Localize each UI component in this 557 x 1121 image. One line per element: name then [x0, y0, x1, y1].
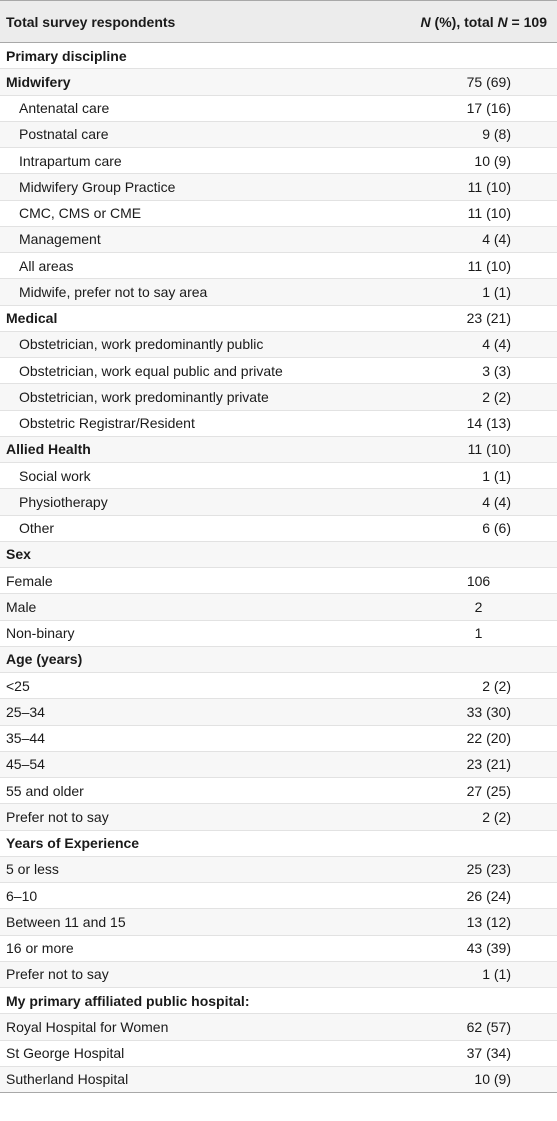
table-row: [0, 541, 557, 567]
row-value: 62 (57): [400, 1014, 557, 1040]
row-label: Midwife, prefer not to say area: [0, 279, 400, 305]
row-value: 14 (13): [400, 410, 557, 436]
header-count: [400, 1, 557, 43]
row-value: 4 (4): [400, 226, 557, 252]
table-row: [0, 620, 557, 646]
table-row: [0, 830, 557, 856]
header-mid: (%), total: [430, 13, 498, 30]
row-label: Sex: [0, 541, 400, 567]
table-row: [0, 778, 557, 804]
table-row: [0, 568, 557, 594]
row-label: Obstetrician, work predominantly public: [0, 331, 400, 357]
table-row: [0, 725, 557, 751]
row-value: 11 (10): [400, 200, 557, 226]
row-value: 2: [400, 594, 557, 620]
row-value: 1 (1): [400, 463, 557, 489]
table-row: [0, 1066, 557, 1092]
table-row: [0, 804, 557, 830]
table-row: [0, 909, 557, 935]
row-label: Female: [0, 568, 400, 594]
row-label: 6–10: [0, 883, 400, 909]
row-value: 11 (10): [400, 174, 557, 200]
row-label: Prefer not to say: [0, 804, 400, 830]
table-row: [0, 95, 557, 121]
row-label: Postnatal care: [0, 121, 400, 147]
row-label: Obstetrician, work predominantly private: [0, 384, 400, 410]
table-row: [0, 200, 557, 226]
row-value: 33 (30): [400, 699, 557, 725]
table-row: [0, 121, 557, 147]
table-row: [0, 751, 557, 777]
row-label: Other: [0, 515, 400, 541]
row-value: 22 (20): [400, 725, 557, 751]
table-row: [0, 174, 557, 200]
row-value: [400, 830, 557, 856]
row-value: 13 (12): [400, 909, 557, 935]
row-label: My primary affiliated public hospital:: [0, 988, 400, 1014]
row-label: Antenatal care: [0, 95, 400, 121]
table-row: [0, 305, 557, 331]
table-row: [0, 1040, 557, 1066]
row-label: Royal Hospital for Women: [0, 1014, 400, 1040]
table-row: [0, 883, 557, 909]
header-row: [0, 1, 557, 43]
row-value: 75 (69): [400, 69, 557, 95]
row-value: 1 (1): [400, 961, 557, 987]
row-value: 10 (9): [400, 148, 557, 174]
row-value: 43 (39): [400, 935, 557, 961]
row-label: Age (years): [0, 646, 400, 672]
table-row: [0, 515, 557, 541]
table-row: [0, 358, 557, 384]
table-row: [0, 148, 557, 174]
row-label: 35–44: [0, 725, 400, 751]
row-label: Obstetric Registrar/Resident: [0, 410, 400, 436]
row-value: 26 (24): [400, 883, 557, 909]
row-value: [400, 646, 557, 672]
row-label: Obstetrician, work equal public and private: [0, 358, 400, 384]
row-label: Prefer not to say: [0, 961, 400, 987]
row-label: Male: [0, 594, 400, 620]
table-row: [0, 594, 557, 620]
row-label: 5 or less: [0, 856, 400, 882]
table-row: [0, 699, 557, 725]
row-value: [400, 541, 557, 567]
table-header: [0, 1, 557, 43]
table-row: [0, 410, 557, 436]
row-label: Primary discipline: [0, 43, 400, 69]
row-value: 23 (21): [400, 305, 557, 331]
row-label: Sutherland Hospital: [0, 1066, 400, 1092]
row-value: 4 (4): [400, 489, 557, 515]
table-row: [0, 961, 557, 987]
row-value: 11 (10): [400, 253, 557, 279]
table-row: [0, 1014, 557, 1040]
row-value: 23 (21): [400, 751, 557, 777]
row-value: [400, 43, 557, 69]
row-value: 3 (3): [400, 358, 557, 384]
table-row: [0, 436, 557, 462]
table-row: [0, 253, 557, 279]
row-label: Midwifery: [0, 69, 400, 95]
table-row: [0, 69, 557, 95]
row-value: 106: [400, 568, 557, 594]
row-label: Medical: [0, 305, 400, 331]
row-label: Between 11 and 15: [0, 909, 400, 935]
table-row: [0, 646, 557, 672]
row-label: 25–34: [0, 699, 400, 725]
row-value: 37 (34): [400, 1040, 557, 1066]
row-value: 27 (25): [400, 778, 557, 804]
row-label: Physiotherapy: [0, 489, 400, 515]
table-row: [0, 43, 557, 69]
table-row: [0, 856, 557, 882]
row-label: 45–54: [0, 751, 400, 777]
table-row: [0, 673, 557, 699]
row-value: 2 (2): [400, 384, 557, 410]
table-row: [0, 463, 557, 489]
table-body: [0, 43, 557, 1093]
row-value: 9 (8): [400, 121, 557, 147]
table-row: [0, 384, 557, 410]
row-label: Midwifery Group Practice: [0, 174, 400, 200]
row-value: 10 (9): [400, 1066, 557, 1092]
row-label: Years of Experience: [0, 830, 400, 856]
row-value: 1 (1): [400, 279, 557, 305]
header-label: Total survey respondents: [0, 1, 400, 43]
row-label: 16 or more: [0, 935, 400, 961]
table-row: [0, 226, 557, 252]
table-row: [0, 988, 557, 1014]
row-value: 11 (10): [400, 436, 557, 462]
table-row: [0, 279, 557, 305]
row-value: 4 (4): [400, 331, 557, 357]
row-label: All areas: [0, 253, 400, 279]
header-total: = 109: [507, 13, 547, 30]
row-label: St George Hospital: [0, 1040, 400, 1066]
row-label: Management: [0, 226, 400, 252]
row-label: Non-binary: [0, 620, 400, 646]
header-n-italic: N: [420, 13, 431, 30]
row-label: Allied Health: [0, 436, 400, 462]
table-row: [0, 331, 557, 357]
row-value: 2 (2): [400, 804, 557, 830]
row-label: Social work: [0, 463, 400, 489]
row-value: 2 (2): [400, 673, 557, 699]
table-row: [0, 935, 557, 961]
table-row: [0, 489, 557, 515]
row-label: 55 and older: [0, 778, 400, 804]
row-value: 25 (23): [400, 856, 557, 882]
row-value: 17 (16): [400, 95, 557, 121]
header-n-italic-2: N: [497, 13, 508, 30]
row-value: 1: [400, 620, 557, 646]
row-label: Intrapartum care: [0, 148, 400, 174]
row-label: CMC, CMS or CME: [0, 200, 400, 226]
row-value: [400, 988, 557, 1014]
row-label: <25: [0, 673, 400, 699]
row-value: 6 (6): [400, 515, 557, 541]
